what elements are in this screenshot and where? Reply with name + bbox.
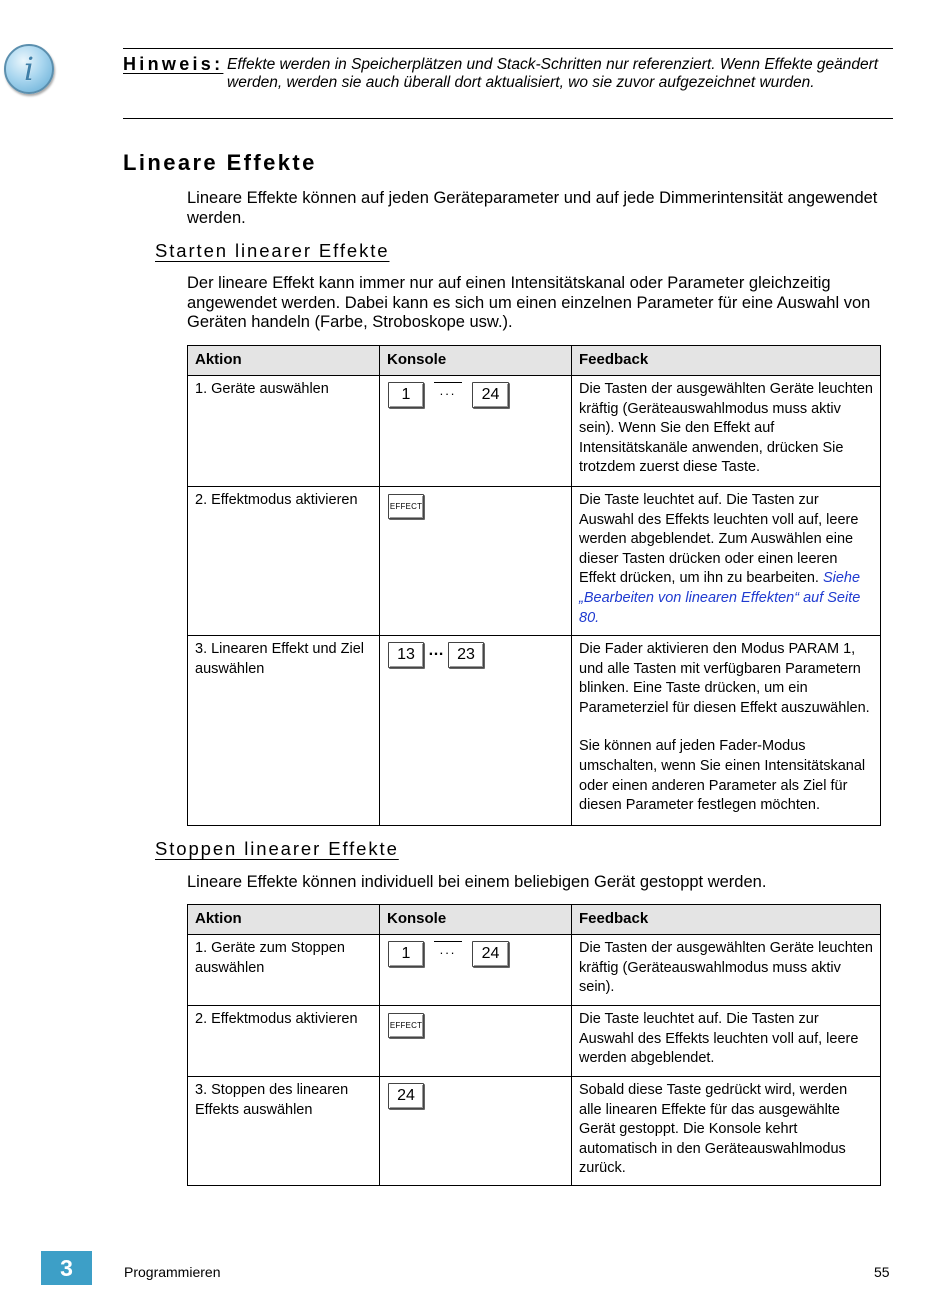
header-action: Aktion [188, 346, 380, 376]
console-cell [380, 376, 572, 487]
start-table [187, 345, 881, 826]
key-1: 1 [388, 941, 424, 967]
key-13: 13 [388, 642, 424, 668]
key-1: 1 [388, 382, 424, 408]
footer-section-name: Programmieren [124, 1264, 221, 1280]
table-row [188, 935, 881, 1006]
feedback-text-2: Sie können auf jeden Fader-Modus umschalten, wenn Sie einen Intensitätskanal oder einen anderen Parameter als Ziel für diesen Parameter festlegen möchten. [579, 738, 866, 814]
feedback-text: Die Fader aktivieren den Modus PARAM 1, und alle Tasten mit verfügbaren Parametern blinken. Eine Taste drücken, um ein Parameterziel für diesen Effekt auszuwählen. [579, 641, 870, 716]
feedback-cell: Die Tasten der ausgewählten Geräte leuchten kräftig (Geräteauswahlmodus muss aktiv sein). [572, 935, 881, 1006]
header-console: Konsole [380, 905, 572, 935]
table-header-row [188, 346, 881, 376]
action-cell: 2. Effektmodus aktivieren [188, 1006, 380, 1077]
start-intro: Der lineare Effekt kann immer nur auf einen Intensitätskanal oder Parameter gleichzeitig angewendet werden. Dabei kann es sich um einen einzelnen Parameter für eine Auswahl von Geräten handeln (Farbe, Stroboskope usw.). [187, 274, 871, 331]
note-label: Hinweis: [123, 54, 224, 74]
console-cell [380, 487, 572, 636]
key-24: 24 [472, 382, 509, 408]
table-header-row [188, 905, 881, 935]
key-24: 24 [388, 1083, 424, 1109]
range-separator: … [428, 642, 444, 660]
feedback-cell: Die Tasten der ausgewählten Geräte leuchten kräftig (Geräteauswahlmodus muss aktiv sein). Wenn Sie den Effekt auf Intensitätskanäle anwenden, drücken Sie trotzdem zuerst diese Taste. [572, 376, 881, 487]
range-separator: ... [434, 941, 462, 958]
stop-intro: Lineare Effekte können individuell bei einem beliebigen Gerät gestoppt werden. [187, 873, 767, 891]
note-bottom-rule [123, 118, 893, 119]
action-cell: 2. Effektmodus aktivieren [188, 487, 380, 636]
info-icon [4, 44, 54, 94]
table-row [188, 376, 881, 487]
key-sequence [388, 941, 564, 967]
header-feedback: Feedback [572, 905, 881, 935]
console-cell [380, 935, 572, 1006]
stop-table [187, 904, 881, 1186]
note-top-rule [123, 48, 893, 49]
table-row [188, 1077, 881, 1186]
header-action: Aktion [188, 905, 380, 935]
key-sequence [388, 1083, 564, 1109]
key-23: 23 [448, 642, 484, 668]
action-cell: 1. Geräte zum Stoppen auswählen [188, 935, 380, 1006]
action-cell: 3. Stoppen des linearen Effekts auswählen [188, 1077, 380, 1186]
console-cell [380, 1077, 572, 1186]
effect-key: EFFECT [388, 1013, 424, 1038]
section-intro: Lineare Effekte können auf jeden Geräteparameter und auf jede Dimmerintensität angewendet werden. [187, 189, 878, 227]
feedback-cell [572, 636, 881, 826]
table-row [188, 1006, 881, 1077]
info-glyph: i [23, 50, 35, 88]
table-row [188, 636, 881, 826]
page-number: 55 [874, 1264, 890, 1280]
feedback-cell: Sobald diese Taste gedrückt wird, werden alle linearen Effekte für das ausgewählte Gerät gestoppt. Die Konsole kehrt automatisch in den Geräteauswahlmodus zurück. [572, 1077, 881, 1186]
feedback-text: Die Taste leuchtet auf. Die Tasten zur Auswahl des Effekts leuchten voll auf, leere werden abgeblendet. Zum Auswählen eine dieser Tasten drücken oder einen leeren Effekt drücken, um ihn zu bearbeiten. [579, 492, 859, 587]
cross-reference-link[interactable]: Siehe „Bearbeiten von linearen Effekten“ auf Seite 80. [579, 570, 861, 626]
chapter-number-badge: 3 [41, 1251, 92, 1285]
feedback-cell [572, 487, 881, 636]
key-24: 24 [472, 941, 509, 967]
key-sequence [388, 1012, 564, 1038]
table-row [188, 487, 881, 636]
note-text: Effekte werden in Speicherplätzen und Stack-Schritten nur referenziert. Wenn Effekte geändert werden, werden sie auch überall dort aktualisiert, wo sie zuvor aufgezeichnet wurden. [227, 56, 879, 91]
range-separator: ... [434, 382, 462, 399]
stop-heading: Stoppen linearer Effekte [155, 838, 399, 859]
feedback-cell: Die Taste leuchtet auf. Die Tasten zur Auswahl des Effekts leuchten voll auf, leere werden abgeblendet. [572, 1006, 881, 1077]
header-feedback: Feedback [572, 346, 881, 376]
key-sequence [388, 382, 564, 408]
console-cell [380, 636, 572, 826]
key-sequence [388, 493, 564, 519]
console-cell [380, 1006, 572, 1077]
action-cell: 1. Geräte auswählen [188, 376, 380, 487]
action-cell: 3. Linearen Effekt und Ziel auswählen [188, 636, 380, 826]
section-title: Lineare Effekte [123, 150, 317, 175]
start-heading: Starten linearer Effekte [155, 240, 390, 261]
key-sequence [388, 642, 564, 668]
header-console: Konsole [380, 346, 572, 376]
effect-key: EFFECT [388, 494, 424, 519]
